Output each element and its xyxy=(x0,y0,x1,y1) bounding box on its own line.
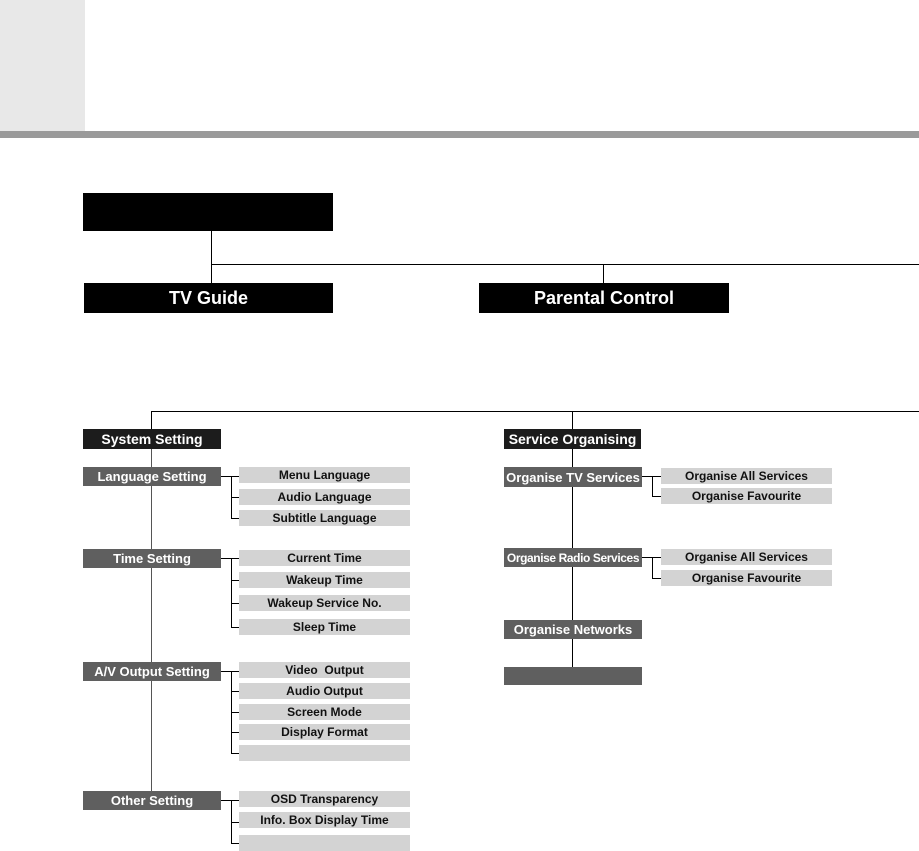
display-format-item: Display Format xyxy=(239,724,410,740)
organise-tv-services-label: Organise TV Services xyxy=(506,469,640,485)
screen-mode-item: Screen Mode xyxy=(239,704,410,720)
av-branch-tick xyxy=(231,732,239,733)
av-branch-tick xyxy=(231,691,239,692)
time-branch-v xyxy=(231,558,232,627)
tv-guide-box xyxy=(84,283,333,313)
tv-organise-favourite-item: Organise Favourite xyxy=(661,488,832,504)
wakeup-time-item: Wakeup Time xyxy=(239,572,410,588)
info-box-display-time-item: Info. Box Display Time xyxy=(239,812,410,828)
organise-radio-services-box xyxy=(504,548,642,567)
root-connector-horizontal xyxy=(211,264,919,265)
organise-networks-box xyxy=(504,620,642,639)
av-branch-tick xyxy=(231,753,239,754)
radio-organise-all-services-item: Organise All Services xyxy=(661,549,832,565)
system-spine xyxy=(151,449,152,791)
audio-language-item: Audio Language xyxy=(239,489,410,505)
other-setting-box xyxy=(83,791,221,810)
audio-output-item: Audio Output xyxy=(239,683,410,699)
header-corner-block xyxy=(0,0,85,131)
language-branch-h xyxy=(221,476,239,477)
other-blank-item xyxy=(239,835,410,851)
time-setting-box xyxy=(83,549,221,568)
system-setting-box xyxy=(83,429,221,449)
service-blank-box xyxy=(504,667,642,685)
system-setting-label: System Setting xyxy=(101,431,203,447)
service-connector-top xyxy=(572,411,573,429)
current-time-item: Current Time xyxy=(239,550,410,566)
radio-branch-tick xyxy=(652,578,661,579)
other-branch-tick xyxy=(231,822,239,823)
osd-transparency-item: OSD Transparency xyxy=(239,791,410,807)
root-menu-box xyxy=(83,193,333,231)
service-organising-box xyxy=(504,429,641,449)
time-branch-tick xyxy=(231,580,239,581)
language-branch-tick xyxy=(231,497,239,498)
time-branch-h xyxy=(221,558,239,559)
time-setting-label: Time Setting xyxy=(113,551,191,566)
parental-control-label: Parental Control xyxy=(533,287,675,308)
system-connector-top xyxy=(151,411,152,429)
root-connector-vertical xyxy=(211,231,212,283)
language-setting-label: Language Setting xyxy=(97,469,207,484)
other-branch-tick xyxy=(231,843,239,844)
radio-organise-favourite-item: Organise Favourite xyxy=(661,570,832,586)
av-output-setting-label: A/V Output Setting xyxy=(94,664,210,679)
av-branch-tick xyxy=(231,712,239,713)
tv-branch-v xyxy=(652,476,653,496)
language-branch-tick xyxy=(231,518,239,519)
radio-branch-v xyxy=(652,557,653,578)
service-organising-label: Service Organising xyxy=(508,431,637,447)
organise-radio-services-label: Organise Radio Services xyxy=(506,550,640,565)
video-output-item: Video Output xyxy=(239,662,410,678)
parental-control-box xyxy=(479,283,729,313)
other-setting-label: Other Setting xyxy=(110,793,194,808)
av-branch-h xyxy=(221,671,239,672)
header-divider-bar xyxy=(0,131,919,138)
language-setting-box xyxy=(83,467,221,486)
other-branch-h xyxy=(221,800,239,801)
menu-language-item: Menu Language xyxy=(239,467,410,483)
parental-connector-vertical xyxy=(603,264,604,283)
organise-tv-services-box xyxy=(504,467,642,487)
time-branch-tick xyxy=(231,603,239,604)
tv-guide-label: TV Guide xyxy=(168,287,248,308)
subtitle-language-item: Subtitle Language xyxy=(239,510,410,526)
organise-networks-label: Organise Networks xyxy=(513,622,633,637)
tv-organise-all-services-item: Organise All Services xyxy=(661,468,832,484)
tv-branch-tick xyxy=(652,496,661,497)
av-output-setting-box xyxy=(83,662,221,681)
time-branch-tick xyxy=(231,627,239,628)
sleep-time-item: Sleep Time xyxy=(239,619,410,635)
settings-connector-horizontal xyxy=(151,411,919,412)
wakeup-service-no-item: Wakeup Service No. xyxy=(239,595,410,611)
av-blank-item xyxy=(239,745,410,761)
